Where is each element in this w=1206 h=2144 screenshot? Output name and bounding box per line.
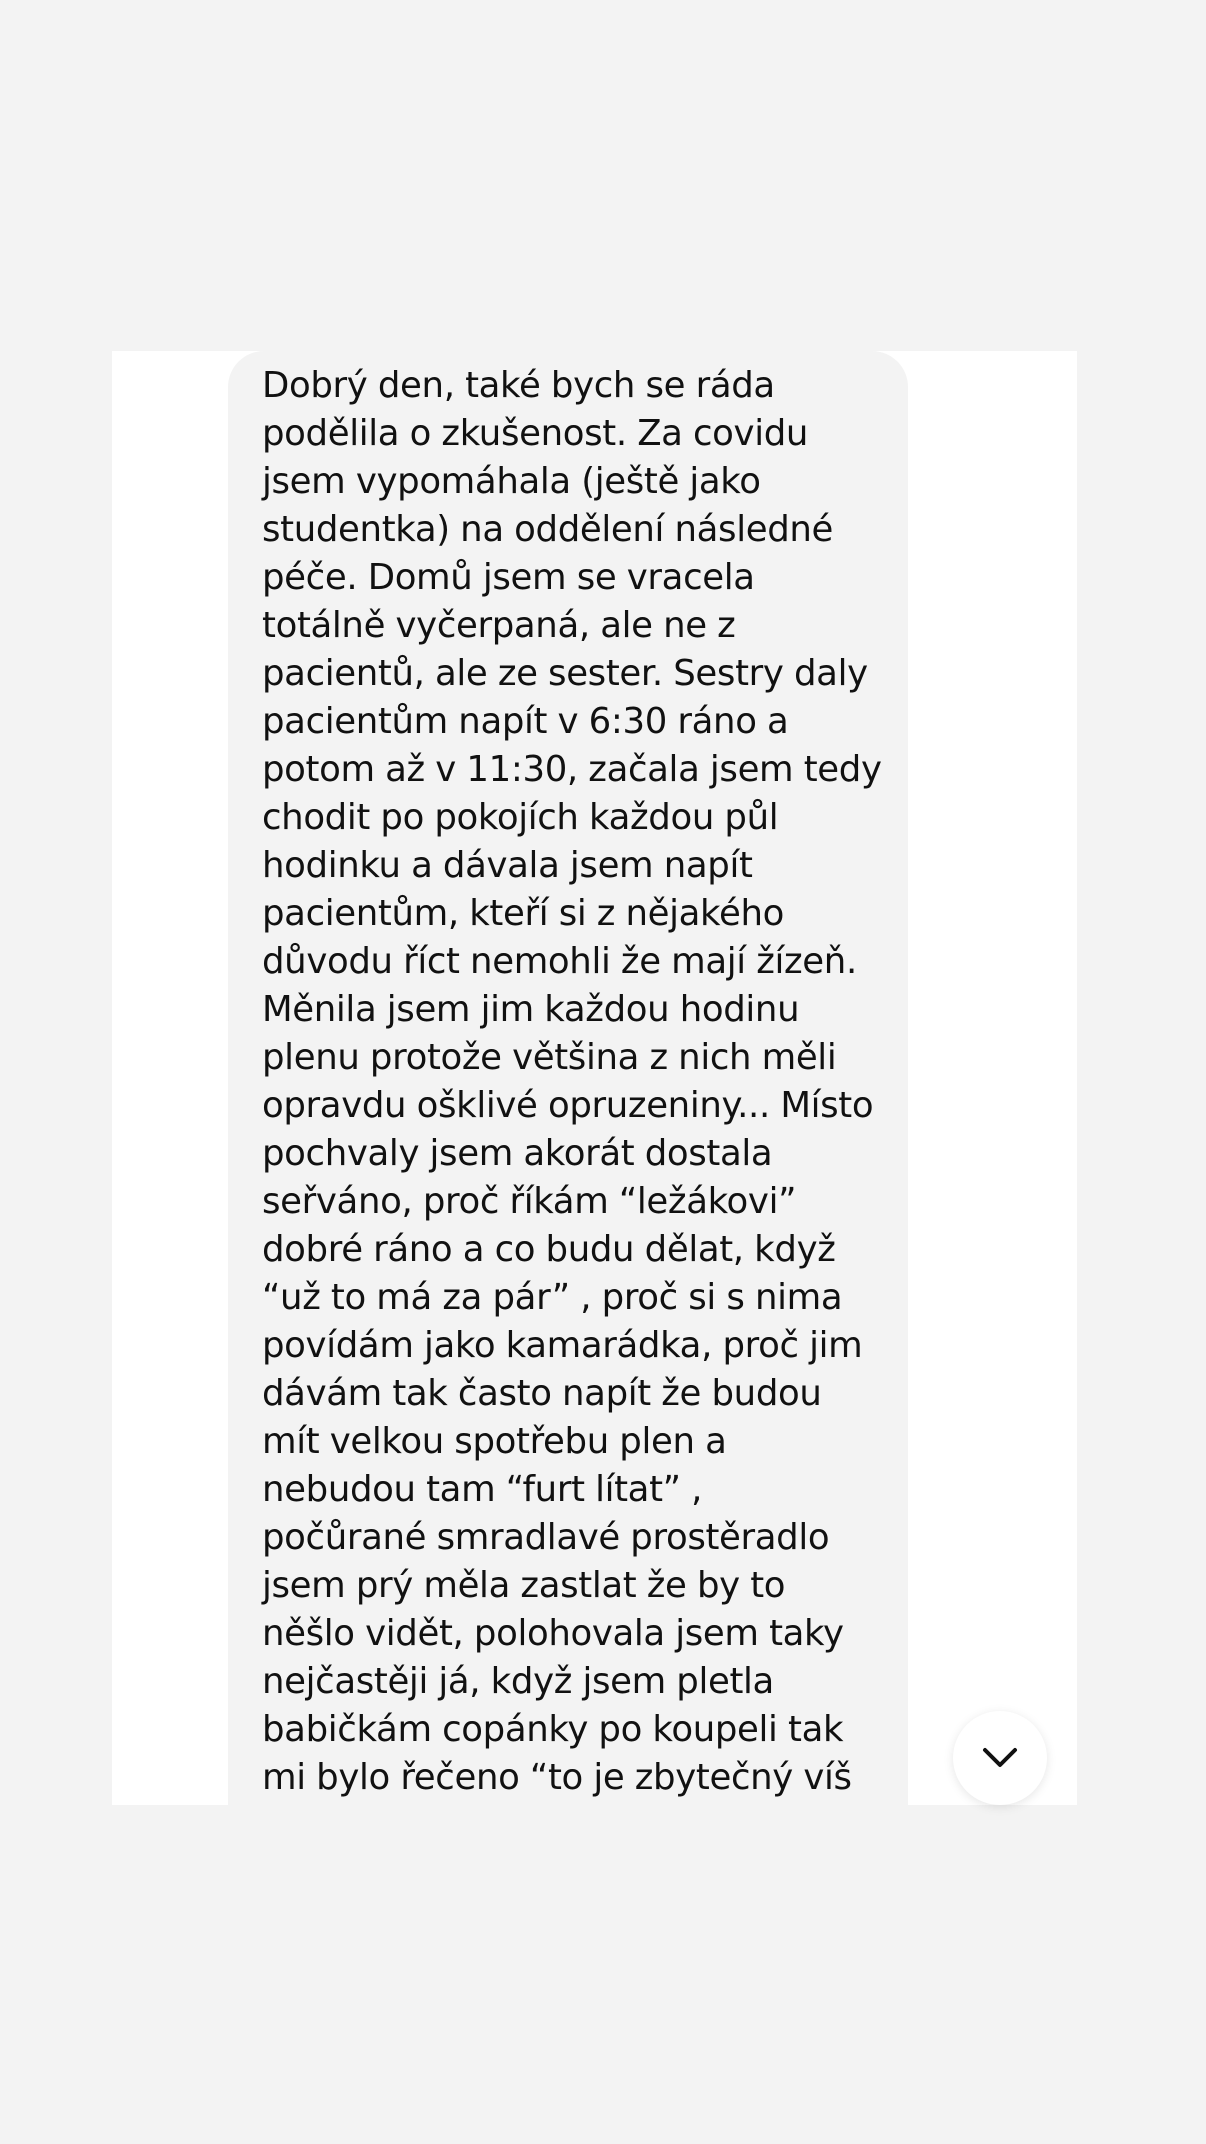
message-panel[interactable] <box>112 351 1077 1805</box>
scroll-to-bottom-button[interactable] <box>953 1711 1047 1805</box>
message-bubble[interactable] <box>228 351 908 1805</box>
chevron-down-icon <box>982 1747 1018 1769</box>
message-text: Dobrý den, také bych se ráda podělila o zkušenost. Za covidu jsem vypomáhala (ještě jako studentka) na oddělení následné péče. Domů jsem se vracela totálně vyčerpaná, ale ne z pacientů, ale ze sester. Sestry daly pacientům napít v 6:30 ráno a potom až v 11:30, začala jsem tedy chodit po pokojích každou půl hodinku a dávala jsem napít pacientům, kteří si z nějakého důvodu říct nemohli že mají žízeň. Měnila jsem jim každou hodinu plenu protože většina z nich měli opravdu ošklivé opruzeniny... Místo pochvaly jsem akorát dostala seřváno, proč říkám “ležákovi” dobré ráno a co budu dělat, když “už to má za pár” , proč si s nima povídám jako kamarádka, proč jim dávám tak často napít že budou mít velkou spotřebu plen a nebudou tam “furt lítat” , počůrané smradlavé prostěradlo jsem prý měla zastlat že by to něšlo vidět, polohovala jsem taky nejčastěji já, když jsem pletla babičkám copánky po koupeli tak mi bylo řečeno “to je zbytečný víš <box>262 365 882 1798</box>
